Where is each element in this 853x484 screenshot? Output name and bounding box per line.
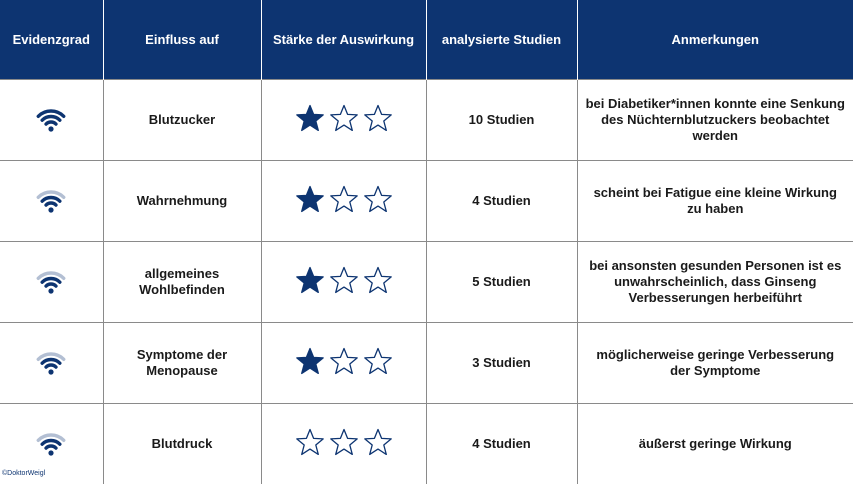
star-icon: [295, 347, 325, 375]
influence-cell: allgemeines Wohlbefinden: [103, 242, 261, 323]
rating-cell: [261, 161, 426, 242]
table-row: [0, 80, 853, 161]
header-staerke: Stärke der Auswirkung: [261, 0, 426, 80]
evidence-cell: [0, 80, 103, 161]
header-anmerkungen: Anmerkungen: [577, 0, 853, 80]
table-row: [0, 404, 853, 484]
star-icon: [329, 428, 359, 456]
wifi-signal-icon: [33, 427, 69, 457]
star-icon: [329, 347, 359, 375]
studies-cell: 10 Studien: [426, 80, 577, 161]
star-rating: [295, 266, 393, 294]
remark-cell: bei Diabetiker*innen konnte eine Senkung des Nüchternblutzuckers beobachtet werden: [577, 80, 853, 161]
rating-cell: [261, 323, 426, 404]
table-row: [0, 323, 853, 404]
star-icon: [363, 104, 393, 132]
studies-cell: 4 Studien: [426, 161, 577, 242]
star-icon: [329, 266, 359, 294]
influence-cell: Blutzucker: [103, 80, 261, 161]
wifi-signal-icon: [33, 265, 69, 295]
wifi-signal-icon: [33, 184, 69, 214]
star-icon: [363, 428, 393, 456]
star-icon: [295, 104, 325, 132]
influence-cell: Wahrnehmung: [103, 161, 261, 242]
copyright-credit: ©DoktorWeigl: [2, 470, 45, 477]
wifi-signal-icon: [33, 346, 69, 376]
star-icon: [295, 185, 325, 213]
wifi-signal-icon: [33, 103, 69, 133]
star-icon: [295, 266, 325, 294]
star-rating: [295, 104, 393, 132]
studies-cell: 3 Studien: [426, 323, 577, 404]
header-evidenzgrad: Evidenzgrad: [0, 0, 103, 80]
star-icon: [329, 185, 359, 213]
header-row: [0, 0, 853, 80]
star-icon: [363, 185, 393, 213]
rating-cell: [261, 242, 426, 323]
star-rating: [295, 347, 393, 375]
star-rating: [295, 428, 393, 456]
star-icon: [295, 428, 325, 456]
rating-cell: [261, 80, 426, 161]
header-studien: analysierte Studien: [426, 0, 577, 80]
influence-cell: Blutdruck: [103, 404, 261, 484]
evidence-cell: [0, 161, 103, 242]
header-einfluss: Einfluss auf: [103, 0, 261, 80]
remark-cell: äußerst geringe Wirkung: [577, 404, 853, 484]
evidence-cell: [0, 242, 103, 323]
studies-cell: 4 Studien: [426, 404, 577, 484]
star-rating: [295, 185, 393, 213]
star-icon: [363, 266, 393, 294]
influence-cell: Symptome der Menopause: [103, 323, 261, 404]
table-row: [0, 161, 853, 242]
evidence-cell: [0, 323, 103, 404]
star-icon: [363, 347, 393, 375]
remark-cell: möglicherweise geringe Verbesserung der Symptome: [577, 323, 853, 404]
remark-cell: bei ansonsten gesunden Personen ist es unwahrscheinlich, dass Ginseng Verbesserungen herbeiführt: [577, 242, 853, 323]
remark-cell: scheint bei Fatigue eine kleine Wirkung zu haben: [577, 161, 853, 242]
studies-cell: 5 Studien: [426, 242, 577, 323]
rating-cell: [261, 404, 426, 484]
star-icon: [329, 104, 359, 132]
table-row: [0, 242, 853, 323]
